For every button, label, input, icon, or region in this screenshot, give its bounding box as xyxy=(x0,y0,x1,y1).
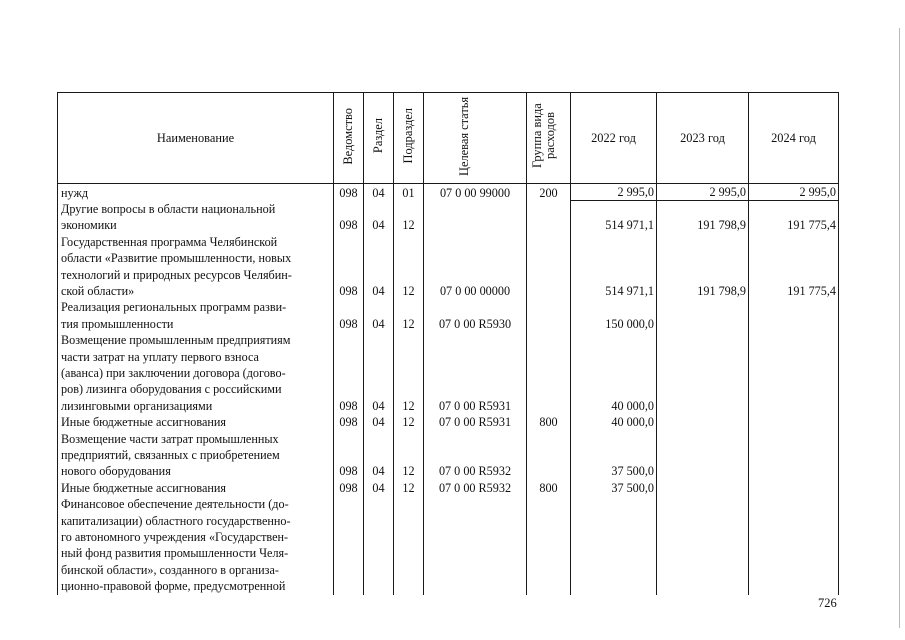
row-name-line: предприятий, связанных с приобретением xyxy=(61,448,280,462)
row-expense-group xyxy=(527,299,571,332)
table-row xyxy=(58,480,839,496)
table-row xyxy=(58,496,839,594)
row-section: 04 xyxy=(364,480,394,496)
header-year-2022: 2022 год xyxy=(571,93,657,184)
row-amount-2023 xyxy=(657,414,749,430)
row-section: 04 xyxy=(364,332,394,414)
row-name-line: ный фонд развития промышленности Челя- xyxy=(61,546,289,561)
row-target-article: 07 0 00 99000 xyxy=(424,184,527,201)
row-target-article: 07 0 00 R5931 xyxy=(424,414,527,430)
row-amount-2024: 191 775,4 xyxy=(749,234,839,300)
scan-edge-line xyxy=(899,28,900,628)
page-number: 726 xyxy=(818,596,837,610)
row-target-article: 07 0 00 R5931 xyxy=(424,332,527,414)
row-amount-2023 xyxy=(657,332,749,414)
row-section: 04 xyxy=(364,414,394,430)
row-subsection: 01 xyxy=(394,184,424,201)
row-name xyxy=(58,414,334,430)
row-subsection: 12 xyxy=(394,431,424,480)
row-name xyxy=(58,431,334,480)
row-amount-2022: 514 971,1 xyxy=(571,201,657,234)
row-subsection: 12 xyxy=(394,201,424,234)
row-section: 04 xyxy=(364,299,394,332)
row-ministry: 098 xyxy=(334,431,364,480)
row-name-line: Другие вопросы в области национальной xyxy=(61,201,276,216)
row-name xyxy=(58,496,334,594)
row-amount-2022 xyxy=(571,496,657,594)
row-name-line: нового оборудования xyxy=(61,464,171,479)
table-header-row xyxy=(58,93,839,184)
row-amount-2023 xyxy=(657,299,749,332)
row-name-line: (аванса) при заключении договора (догово- xyxy=(61,365,286,380)
row-section: 04 xyxy=(364,234,394,300)
row-ministry: 098 xyxy=(334,332,364,414)
row-name xyxy=(58,234,334,300)
row-name-line: ционно-правовой форме, предусмотренной xyxy=(61,579,286,594)
row-name xyxy=(58,480,334,496)
row-target-article xyxy=(424,496,527,594)
row-name-line: тия промышленности xyxy=(61,316,174,331)
table-row xyxy=(58,332,839,414)
header-year-2024: 2024 год xyxy=(749,93,839,184)
row-name-line: экономики xyxy=(61,218,117,233)
row-name-line: бинской области», созданного в организа- xyxy=(61,562,279,577)
row-amount-2024 xyxy=(749,332,839,414)
row-name-line: го автономного учреждения «Государствен- xyxy=(61,530,289,545)
table-row xyxy=(58,234,839,300)
row-expense-group: 800 xyxy=(527,480,571,496)
row-expense-group xyxy=(527,332,571,414)
row-subsection: 12 xyxy=(394,332,424,414)
row-amount-2022: 514 971,1 xyxy=(571,234,657,300)
table-row xyxy=(58,431,839,480)
row-name-line: ской области» xyxy=(61,283,135,298)
row-section: 04 xyxy=(364,201,394,234)
row-amount-2024: 191 775,4 xyxy=(749,201,839,234)
row-name-line: Возмещение части затрат промышленных xyxy=(61,431,279,446)
table-body xyxy=(58,184,839,595)
row-name xyxy=(58,299,334,332)
row-target-article: 07 0 00 R5932 xyxy=(424,480,527,496)
row-amount-2024 xyxy=(749,431,839,480)
row-amount-2022: 40 000,0 xyxy=(571,414,657,430)
row-name-line: Иные бюджетные ассигнования xyxy=(61,480,227,495)
row-subsection: 12 xyxy=(394,299,424,332)
header-expense-group: Группа вида расходов xyxy=(527,93,571,184)
row-expense-group: 200 xyxy=(527,184,571,201)
row-amount-2022: 37 500,0 xyxy=(571,431,657,480)
header-subsection: Подраздел xyxy=(394,93,424,184)
header-name: Наименование xyxy=(58,93,334,184)
row-ministry: 098 xyxy=(334,414,364,430)
row-name-line: Иные бюджетные ассигнования xyxy=(61,415,227,430)
row-ministry: 098 xyxy=(334,234,364,300)
row-amount-2023 xyxy=(657,496,749,594)
row-subsection: 12 xyxy=(394,480,424,496)
budget-table xyxy=(57,92,839,595)
row-target-article xyxy=(424,201,527,234)
row-amount-2022: 2 995,0 xyxy=(571,184,657,201)
row-amount-2024 xyxy=(749,480,839,496)
row-expense-group xyxy=(527,496,571,594)
row-amount-2023: 2 995,0 xyxy=(657,184,749,201)
row-section: 04 xyxy=(364,184,394,201)
row-name xyxy=(58,201,334,234)
row-target-article: 07 0 00 R5930 xyxy=(424,299,527,332)
row-amount-2024 xyxy=(749,496,839,594)
row-amount-2023 xyxy=(657,431,749,480)
table-row xyxy=(58,414,839,430)
row-name-line: ров) лизинга оборудования с российскими xyxy=(61,382,282,397)
row-expense-group: 800 xyxy=(527,414,571,430)
row-ministry xyxy=(334,496,364,594)
row-name-line: Реализация региональных программ разви- xyxy=(61,300,287,315)
row-target-article: 07 0 00 R5932 xyxy=(424,431,527,480)
row-name-line: Государственная программа Челябинской xyxy=(61,234,278,249)
row-name-line: Возмещение промышленным предприятиям xyxy=(61,333,291,348)
header-section: Раздел xyxy=(364,93,394,184)
row-expense-group xyxy=(527,431,571,480)
row-amount-2024 xyxy=(749,414,839,430)
table-row xyxy=(58,299,839,332)
header-target-article: Целевая статья xyxy=(424,93,527,184)
row-name-line: области «Развитие промышленности, новых xyxy=(61,251,292,266)
table-row xyxy=(58,201,839,234)
row-ministry: 098 xyxy=(334,299,364,332)
table-row xyxy=(58,184,839,201)
row-name-line: технологий и природных ресурсов Челябин- xyxy=(61,267,292,282)
row-name-line: Финансовое обеспечение деятельности (до- xyxy=(61,497,289,512)
row-name xyxy=(58,184,334,201)
row-amount-2022: 150 000,0 xyxy=(571,299,657,332)
row-name xyxy=(58,332,334,414)
row-amount-2023: 191 798,9 xyxy=(657,234,749,300)
row-amount-2022: 40 000,0 xyxy=(571,332,657,414)
row-subsection xyxy=(394,496,424,594)
row-amount-2023: 191 798,9 xyxy=(657,201,749,234)
row-name-line: лизинговыми организациями xyxy=(61,398,213,413)
row-ministry: 098 xyxy=(334,201,364,234)
row-amount-2023 xyxy=(657,480,749,496)
row-amount-2024: 2 995,0 xyxy=(749,184,839,201)
row-amount-2022: 37 500,0 xyxy=(571,480,657,496)
row-subsection: 12 xyxy=(394,234,424,300)
row-section xyxy=(364,496,394,594)
row-expense-group xyxy=(527,201,571,234)
header-ministry: Ведомство xyxy=(334,93,364,184)
row-amount-2024 xyxy=(749,299,839,332)
header-year-2023: 2023 год xyxy=(657,93,749,184)
row-expense-group xyxy=(527,234,571,300)
row-target-article: 07 0 00 00000 xyxy=(424,234,527,300)
row-section: 04 xyxy=(364,431,394,480)
row-subsection: 12 xyxy=(394,414,424,430)
row-ministry: 098 xyxy=(334,480,364,496)
row-name-line: части затрат на уплату первого взноса xyxy=(61,349,259,364)
row-name-line: капитализации) областного государственно- xyxy=(61,513,291,528)
row-ministry: 098 xyxy=(334,184,364,201)
row-name-line: нужд xyxy=(61,185,89,200)
